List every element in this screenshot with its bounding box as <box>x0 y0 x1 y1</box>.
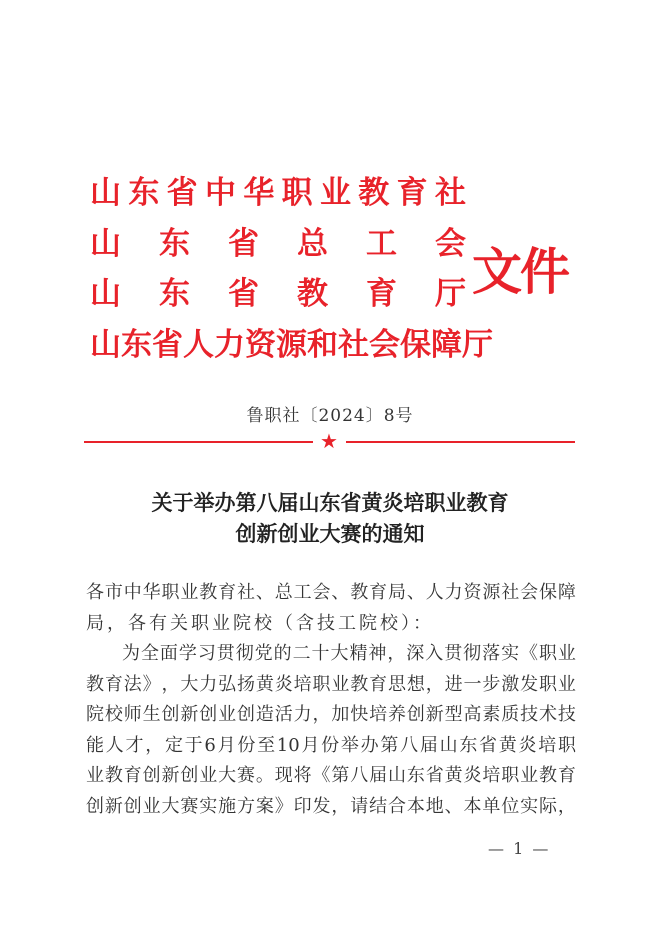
page-number: — 1 — <box>488 839 551 858</box>
paragraph-line-4: 能 人 才 ， 定 于 6 月 份 至 10 月 份 举 办 第 八 届 山 东 省 黄 炎 培 职 <box>86 734 576 756</box>
addressee-line-2: 局，各有关职业院校（含技工院校）： <box>86 612 434 634</box>
org-line-2: 山 东 省 总 工 会 <box>90 226 466 262</box>
red-divider-left <box>84 441 313 443</box>
document-title-line-1: 关于举办第八届山东省黄炎培职业教育 <box>151 490 509 515</box>
paragraph-line-3: 院 校 师 生 创 新 创 业 创 造 活 力 ， 加 快 培 养 创 新 型 高 素 质 技 术 技 <box>86 704 576 725</box>
org-line-1: 山 东 省 中 华 职 业 教 育 社 <box>90 175 466 211</box>
document-number: 鲁职社〔2024〕8号 <box>246 406 414 426</box>
document-body <box>86 578 576 822</box>
paragraph-line-1: 为 全 面 学 习 贯 彻 党 的 二 十 大 精 神 ， 深 入 贯 彻 落 实 《 职 业 <box>122 643 576 664</box>
org-line-4: 山 东 省 人 力 资 源 和 社 会 保 障 厅 <box>90 327 493 363</box>
document-word: 文件 <box>472 243 568 301</box>
document-title-line-2: 创新创业大赛的通知 <box>235 521 425 546</box>
red-divider-right <box>346 441 575 443</box>
star-icon: ★ <box>320 429 338 453</box>
paragraph-line-5: 业 教 育 创 新 创 业 大 赛 。 现 将 《 第 八 届 山 东 省 黄 炎 培 职 业 教 育 <box>86 765 576 786</box>
org-line-3: 山 东 省 教 育 厅 <box>90 276 466 312</box>
paragraph-line-2: 教 育 法 》 ， 大 力 弘 扬 黄 炎 培 职 业 教 育 思 想 ， 进 一 步 激 发 职 业 <box>86 673 576 695</box>
issuing-authority-header <box>90 172 570 372</box>
addressee-line-1: 各 市 中 华 职 业 教 育 社 、 总 工 会 、 教 育 局 、 人 力 资 源 社 会 保 障 <box>86 582 576 603</box>
paragraph-line-6: 创 新 创 业 大 赛 实 施 方 案 》 印 发 ， 请 结 合 本 地 、 本 单 位 实 际 ， <box>86 795 576 817</box>
